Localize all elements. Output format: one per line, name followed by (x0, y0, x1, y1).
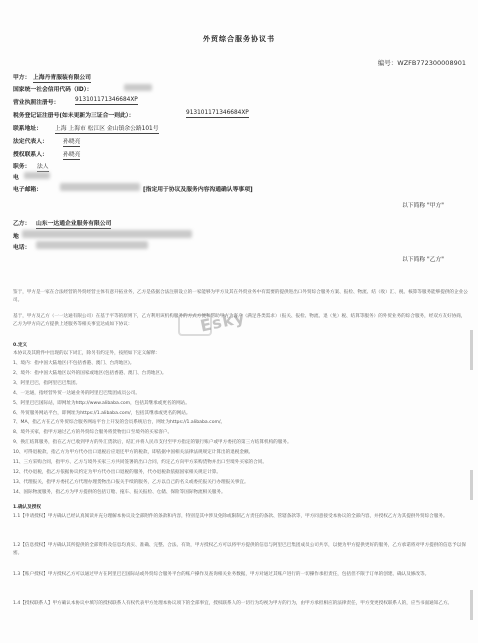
party-a-label: 甲方： (13, 75, 31, 81)
page-edge-mark (470, 590, 473, 620)
section-0-intro: 本协议及其附件中出现的以下词汇，除另有约定外，按照如下定义解释： (13, 351, 161, 356)
reg-no-value: 913101171346684XP (75, 97, 138, 103)
party-b-alias: 以下简称 "乙方" (402, 257, 444, 263)
email-label: 电子邮箱： (13, 187, 42, 193)
contract-number: 编号：WZFB772300008901 (377, 59, 466, 67)
definition-item: 4、一达通，指经营外贸一达通业务的阿里巴巴集团成员公司。 (13, 390, 140, 396)
legal-rep-label: 法定代表人： (13, 139, 48, 145)
email-redacted (60, 183, 140, 191)
section-1-item: 1.3【账户授权】甲方授权乙方可以通过甲方在阿里巴巴国际站或外贸综合服务平台的账户操作及查询相关业务数据，甲方对通过其账户进行的一切操作承担责任，包括但不限于订单的创建、确认及修改等。 (13, 572, 430, 577)
definition-item: 7、MA，指乙方在乙方外贸综合服务网站平台上开发的会员系统后台，网址为https://1.alibaba.com/。 (13, 420, 226, 426)
tax-no-value: 913101171346684XP (186, 110, 249, 116)
section-1-4: 1.4【授权联系人】甲方确认本协议中填写的授权联系人有权代表甲方处理本协议项下的全部事宜，授权联系人的一切行为均视为甲方的行为，由甲方承担相应的法律责任，甲方变更授权联系人的，应当书面通知乙方。 (13, 601, 453, 606)
credit-code-label: 国家统一社会信用代码（ID）： (13, 87, 93, 93)
watermark-logo (178, 314, 212, 336)
definition-item: 11、三方采购合同，指甲方、乙方与境外买家三方共同签署的出口合同，约定乙方向甲方采购货物并出口至境外买家的合同。 (13, 460, 267, 465)
page-edge-mark (470, 330, 473, 370)
phone-redacted (24, 172, 50, 179)
address-value: 上海 上海市 松江区 金山镇余公路101号 (55, 123, 159, 134)
definition-item: 3、阿里巴巴，指阿里巴巴集团。 (13, 380, 81, 386)
party-a-name: 上海丹青服装有限公司 (33, 72, 91, 83)
page-title: 外贸综合服务协议书 (203, 35, 275, 43)
definition-item: 10、可得退税款，指乙方为甲方代办出口退税后应退还甲方的税款，即依据中国相关法律法规规定计算出的退税金额。 (13, 450, 254, 456)
definition-item: 2、境外：指中国大陆地区以外的国家或地区(包括香港、澳门、台湾地区)。 (13, 370, 167, 376)
definition-item: 6、外贸服务网站平台，即网址为https://1.alibaba.com/，包括其继承或更名的网站。 (13, 410, 191, 416)
section-1-item: 1.1【申请授权】甲方确认已经认真阅读并充分理解本协议及全部附件的条款和内容，特别是其中涉及免除或限制乙方责任的条款、管辖条款等，甲方同意接受本协议的全部内容，并授权乙方为其提供外贸综合服务。 (13, 514, 448, 519)
auth-contact-label: 授权联系人： (13, 152, 48, 158)
auth-contact-value: 孙晓亮 (63, 149, 80, 160)
section-0-title: 0.定义 (13, 343, 28, 348)
definition-item: 12、代办退税，指乙方依据协议约定为甲方代办出口退税的服务，代办退税款依据国家相关规定计算。 (13, 469, 221, 475)
party-b-address-label: 地 (13, 234, 19, 240)
party-b-label: 乙方： (13, 221, 31, 227)
phone-label: 电 (13, 175, 19, 181)
definition-item: 9、换汇结算服务，指在乙方已收到甲方的外汇货款后，结汇并将人民币支付至甲方指定的银行账户或甲方委托的第三方结算机构的服务。 (13, 440, 292, 446)
section-1-title: 1.确认及授权 (13, 505, 41, 510)
party-b-phone-redacted (36, 241, 148, 249)
definition-item: 13、代理报关，指甲方委托乙方代理办理货物出口报关手续的服务，乙方以自己的名义或委托报关行办理报关事宜。 (13, 479, 249, 485)
definition-item: 5、阿里巴巴国际站，即网址为http://www.alibaba.com，包括其继承或更名的网站。 (13, 400, 190, 406)
watermark-text: Esky (198, 307, 248, 336)
party-b-address-redacted (22, 230, 192, 238)
position-value: 法人 (37, 161, 49, 172)
tax-no-label: 税务登记证注册号(如未更新为三证合一则此）： (13, 113, 135, 119)
preamble-paragraph-2: 基于，甲方及乙方（一一达通有限公司）在基于平等的原则下，乙方利用该机构服务的方式方便和帮助甲方为客户（满足各类需求）（报关、报检、物流、退（免）税、结算等服务）的外贸业务的综合服务，经双方友好协商，乙方为甲方向乙方提供上述服务等相关事宜达成如下协议： (13, 314, 466, 328)
party-b-phone-label: 电话： (13, 245, 31, 251)
position-label: 职务： (13, 164, 31, 170)
definition-item: 8、境外买家，指甲方通过乙方的外贸综合服务将货物出口至境外的买家客户。 (13, 430, 173, 436)
definition-item: 14、国际物流服务，指乙方为甲方提供的包括订舱、拖车、报关报检、仓储、保险等国际物流相关服务。 (13, 489, 226, 495)
section-1-item: 1.2【信息授权】甲方确认其所提供的全部资料及信息均真实、准确、完整、合法、有效，甲方授权乙方可以将甲方提供的信息与阿里巴巴集团成员公司共享，以便为甲方提供更好的服务，乙方承诺将对甲方提供的信息予以保密。 (13, 543, 466, 557)
credit-code-redacted (124, 84, 152, 91)
preamble-paragraph-1: 鉴于，甲方是一家在合法经营的外贸经营主体有意开拓业务，乙方是依据合法注册设立的一家能够为甲方及其在外贸业务中有需要的提供进出口外贸综合服务方案、报检、物流、结（收）汇、税、核算等服务能够提供的企业公司。 (13, 290, 468, 304)
page-edge-mark (470, 470, 473, 500)
legal-rep-value: 孙晓亮 (63, 136, 80, 147)
party-b-name: 山东一达通企业服务有限公司 (36, 218, 111, 229)
email-note: [指定用于协议及服务内容沟通确认等事项] (143, 187, 253, 193)
definition-item: 1、境内：指中国大陆地区(不包括香港、澳门、台湾地区)。 (13, 361, 135, 366)
reg-no-label: 营业执照注册号： (13, 100, 60, 106)
party-a-alias: 以下简称 "甲方" (402, 203, 444, 209)
address-label: 联系地址： (13, 126, 42, 132)
